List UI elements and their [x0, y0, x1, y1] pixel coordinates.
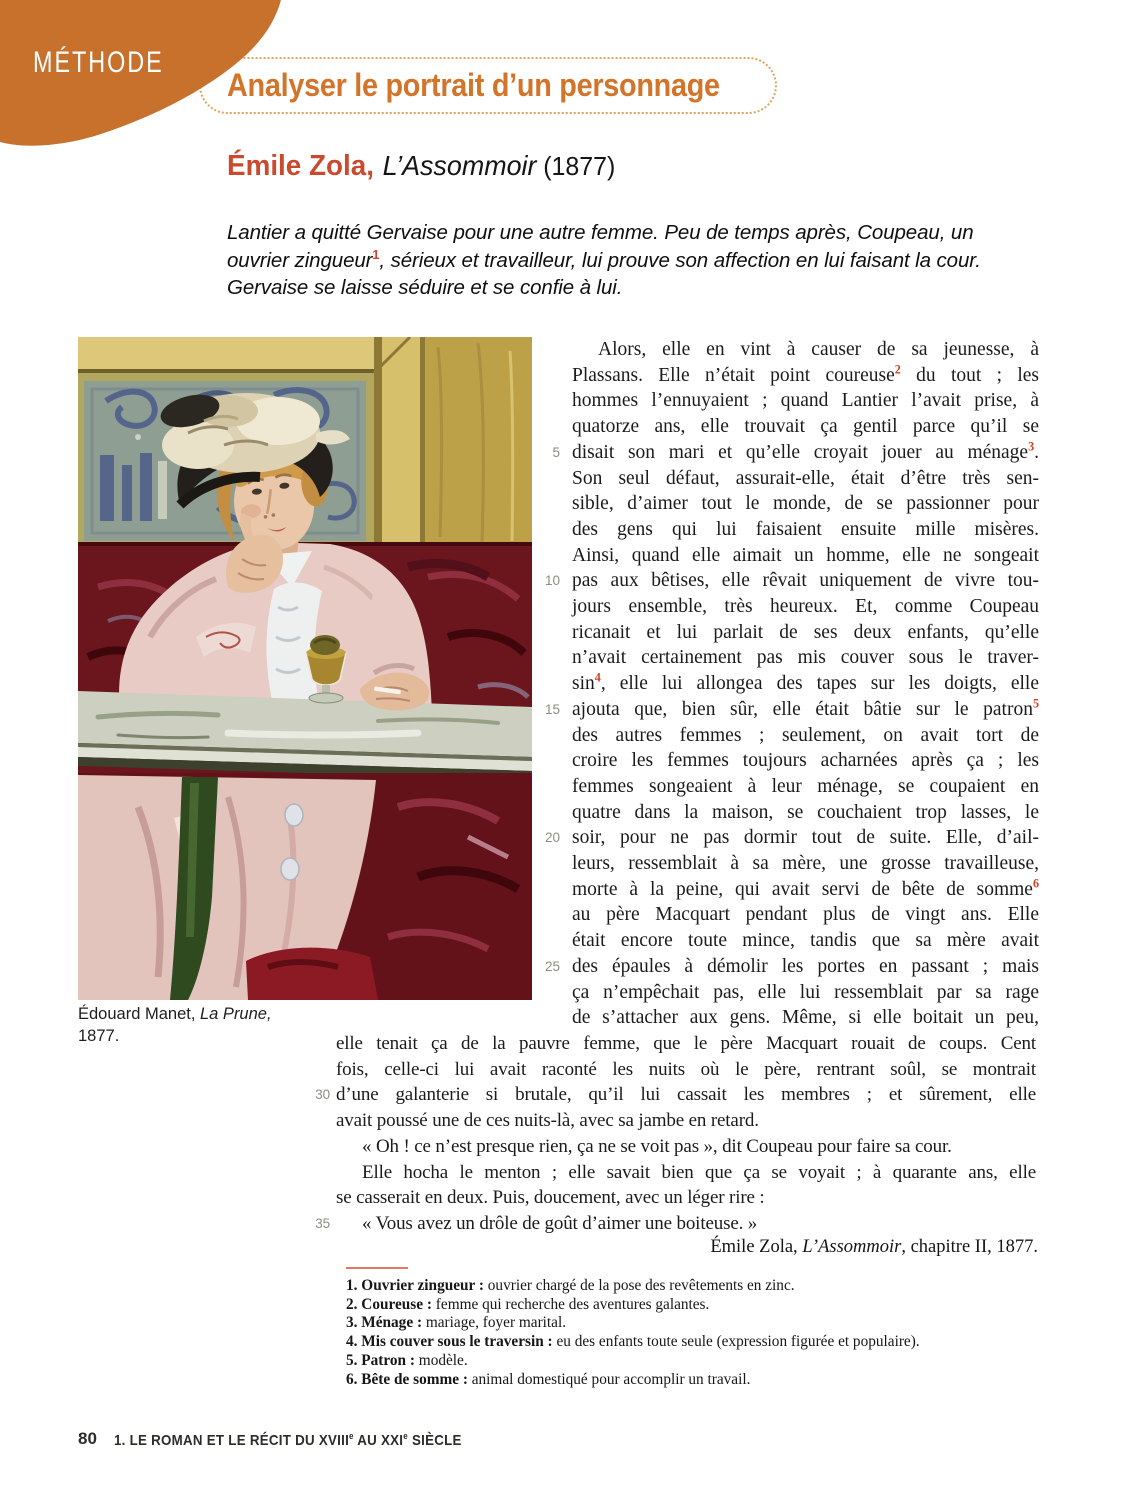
text-line [538, 748, 1039, 774]
line-text: au père Macquart pendant plus de vingt ans. Elle [572, 904, 1039, 926]
line-number [538, 491, 572, 517]
line-number [538, 620, 572, 646]
line-number: 30 [315, 1087, 330, 1103]
text-line [312, 1185, 1036, 1211]
line-number [538, 414, 572, 440]
line-number [538, 723, 572, 749]
line-number [538, 363, 572, 389]
text-line [538, 954, 1039, 980]
lesson-title: Analyser le portrait d’un personnage [227, 67, 720, 103]
text-line [538, 568, 1039, 594]
text-line [538, 491, 1039, 517]
work-title: L’Assommoir [382, 150, 537, 181]
line-number [312, 1057, 336, 1083]
line-text: pas aux bêtises, elle rêvait uniquement de vivre tou- [572, 570, 1039, 592]
line-text: elle tenait ça de la pauvre femme, que le père Macquart rouait de coups. Cent [336, 1033, 1036, 1054]
excerpt-source [636, 1237, 1038, 1258]
line-text: disait son mari et qu’elle croyait jouer au ménage$^3$. [572, 439, 1039, 463]
text-line [538, 851, 1039, 877]
chapter-section-title: 1. LE ROMAN ET LE RÉCIT DU XVIIIe AU XXIe SIÈCLE [114, 1431, 462, 1449]
footnote: 6. Bête de somme : animal domestiqué pour accomplir un travail. [346, 1370, 751, 1388]
line-text: « Oh ! ce n’est presque rien, ça ne se voit pas », dit Coupeau pour faire sa cour. [362, 1135, 952, 1157]
line-text: Alors, elle en vint à causer de sa jeunesse, à [598, 339, 1039, 360]
line-text: ça n’empêchait pas, elle lui ressemblait par sa rage [572, 981, 1039, 1003]
line-number: 5 [552, 444, 560, 460]
figure-caption [78, 1004, 328, 1047]
text-line [312, 1134, 1036, 1160]
line-text: des épaules à démolir les portes en passant ; mais [572, 955, 1039, 977]
text-line [312, 1108, 1036, 1134]
work-author: Émile Zola, [227, 150, 374, 182]
text-line [538, 466, 1039, 492]
line-number [312, 1031, 336, 1057]
line-number: 10 [544, 573, 560, 589]
line-text: ajouta que, bien sûr, elle était bâtie sur le patron$^5$ [572, 696, 1039, 720]
text-line [312, 1031, 1036, 1057]
line-text: Elle hocha le menton ; elle savait bien que ça se voyait ; à quarante ans, elle [362, 1161, 1036, 1183]
line-text: d’une galanterie si brutale, qu’il lui cassait les membres ; et sûrement, elle [336, 1084, 1036, 1106]
line-number [538, 645, 572, 671]
source-suffix: , chapitre II, 1877. [901, 1237, 1038, 1257]
text-line [538, 697, 1039, 723]
line-text: était encore toute mince, tandis que sa mère avait [572, 930, 1039, 952]
line-number [538, 594, 572, 620]
line-number: 20 [544, 830, 560, 846]
line-text: avait poussé une de ces nuits-là, avec sa jambe en retard. [336, 1110, 759, 1132]
line-text: Ainsi, quand elle aimait un homme, elle ne songeait [572, 544, 1039, 566]
text-line [312, 1211, 1036, 1237]
footnote: 3. Ménage : mariage, foyer marital. [346, 1314, 567, 1332]
line-text: jours ensemble, très heureux. Et, comme Coupeau [572, 596, 1039, 618]
line-number [538, 980, 572, 1006]
line-number [312, 1185, 336, 1211]
line-text: soir, pour ne pas dormir tout de suite. Elle, d’ail- [572, 827, 1039, 849]
line-text: quatorze ans, elle trouvait ça gentil parce qu’il se [572, 416, 1039, 438]
excerpt-wide [312, 1031, 1036, 1237]
text-line [538, 620, 1039, 646]
line-number: 35 [315, 1215, 330, 1231]
line-text: ricanait et lui parlait de ses deux enfants, qu’elle [572, 621, 1039, 643]
corner-blob-svg [0, 0, 340, 160]
footnotes-list [346, 1277, 1036, 1389]
text-line [312, 1160, 1036, 1186]
footnote-rule [346, 1267, 408, 1269]
painting-under-table [78, 773, 532, 1000]
line-text: se casserait en deux. Puis, doucement, avec un léger rire : [336, 1187, 765, 1209]
line-number [538, 543, 572, 569]
excerpt-column [538, 337, 1039, 1031]
text-line [538, 1005, 1039, 1031]
footnote: 2. Coureuse : femme qui recherche des aventures galantes. [346, 1295, 710, 1313]
line-number [538, 388, 572, 414]
text-line [538, 363, 1039, 389]
line-number [538, 466, 572, 492]
footnote: 1. Ouvrier zingueur : ouvrier chargé de la pose des revêtements en zinc. [346, 1277, 795, 1294]
line-number [312, 1134, 336, 1160]
source-prefix: Émile Zola, [710, 1237, 803, 1257]
line-text: Son seul défaut, assurait-elle, était d’être très sen- [572, 467, 1039, 489]
line-number [538, 337, 572, 363]
source-title: L’Assommoir [802, 1237, 902, 1257]
line-text: morte à la peine, qui avait servi de bête de somme$^6$ [572, 876, 1039, 900]
caption-title: La Prune, [200, 1005, 272, 1023]
line-number [312, 1160, 336, 1186]
text-line [538, 928, 1039, 954]
page-number: 80 [78, 1429, 97, 1448]
line-text: femmes songeaient à leur ménage, se coupaient en [572, 775, 1039, 797]
text-line [538, 825, 1039, 851]
line-text: Plassans. Elle n’était point coureuse$^2$ du tout ; les [572, 362, 1039, 386]
line-number [538, 877, 572, 903]
text-line [312, 1082, 1036, 1108]
text-line [538, 517, 1039, 543]
text-line [538, 774, 1039, 800]
text-line [538, 414, 1039, 440]
footnote: 4. Mis couver sous le traversin : eu des enfants toute seule (expression figurée et populaire). [346, 1333, 920, 1351]
work-year: (1877) [543, 151, 616, 181]
text-line [538, 440, 1039, 466]
line-text: n’avait certainement pas mis couver sous le traver- [572, 647, 1039, 669]
corner-blob-shape [0, 0, 340, 165]
line-number: 15 [544, 701, 560, 717]
intro-text: Lantier a quitté Gervaise pour une autre femme. Peu de temps après, Coupeau, un ouvrier zingueur$^1$, sérieux et travailleur, lui prouve son affection en lui faisant la cour. Gervaise se laisse séduire et se confie à lui. [227, 221, 981, 299]
footnote: 5. Patron : modèle. [346, 1351, 468, 1369]
line-number [538, 671, 572, 697]
text-line [538, 902, 1039, 928]
caption-year: 1877. [78, 1026, 120, 1045]
text-line [538, 877, 1039, 903]
line-text: fois, celle-ci lui avait raconté les nuits où le père, rentrant soûl, se montrait [336, 1058, 1036, 1080]
line-text: des gens qui lui faisaient ensuite mille misères. [572, 518, 1039, 540]
line-number [538, 851, 572, 877]
text-line [538, 723, 1039, 749]
line-number [312, 1108, 336, 1134]
line-text: croire les femmes toujours acharnées après ça ; les [572, 750, 1039, 772]
artwork-figure [78, 337, 532, 1005]
line-number [538, 902, 572, 928]
text-line [538, 388, 1039, 414]
line-text: sin$^4$, elle lui allongea des tapes sur les doigts, elle [572, 670, 1039, 695]
line-number [538, 517, 572, 543]
line-number [538, 800, 572, 826]
line-text: leurs, ressemblait à sa mère, une grosse travailleuse, [572, 853, 1039, 875]
text-line [538, 337, 1039, 363]
text-line [538, 543, 1039, 569]
text-line [538, 645, 1039, 671]
text-line [538, 800, 1039, 826]
painting-la-prune [78, 337, 532, 1000]
line-text: hommes l’ennuyaient ; quand Lantier l’avait prise, à [572, 390, 1039, 412]
line-number [538, 748, 572, 774]
text-line [538, 980, 1039, 1006]
line-number [538, 928, 572, 954]
text-line [312, 1057, 1036, 1083]
line-text: « Vous avez un drôle de goût d’aimer une boiteuse. » [362, 1212, 758, 1234]
text-line [538, 594, 1039, 620]
text-line [538, 671, 1039, 697]
line-number [538, 774, 572, 800]
line-text: de s’attacher aux gens. Même, si elle boitait un peu, [572, 1007, 1039, 1029]
line-text: sible, d’aimer tout le monde, de se passionner pour [572, 493, 1039, 515]
caption-artist: Édouard Manet, [78, 1005, 200, 1023]
line-number [538, 1005, 572, 1031]
line-text: quatre dans la maison, se couchaient trop lasses, le [572, 801, 1039, 823]
line-number: 25 [544, 958, 560, 974]
method-kicker: MÉTHODE [33, 46, 164, 79]
line-text: des autres femmes ; seulement, on avait tort de [572, 724, 1039, 746]
